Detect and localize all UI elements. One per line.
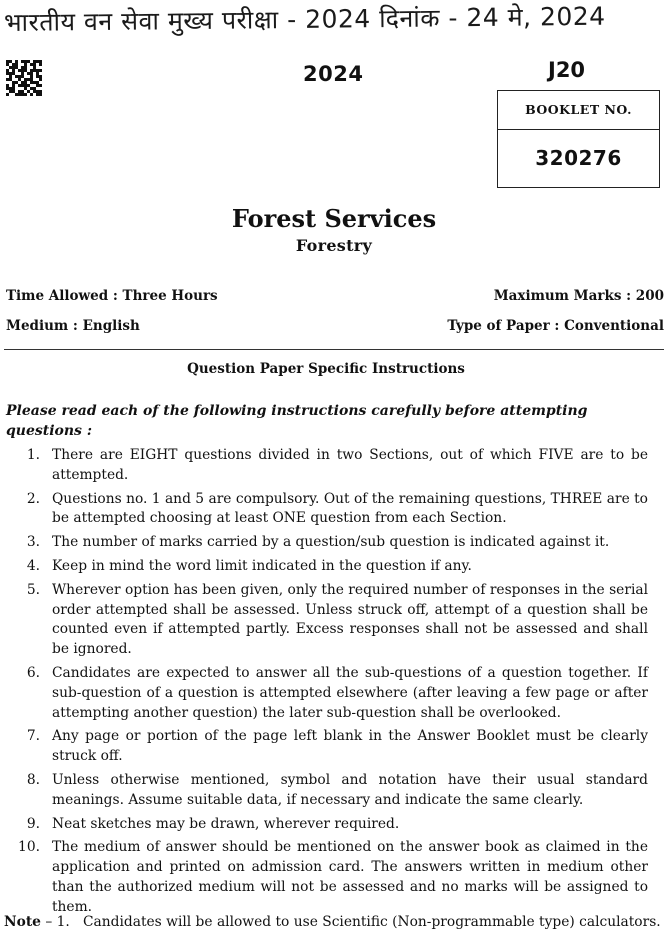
- list-item: [0, 664, 668, 723]
- item-number: 2.: [26, 490, 40, 507]
- item-number: 8.: [26, 771, 40, 788]
- list-item: [0, 727, 668, 767]
- item-number: 6.: [26, 664, 40, 681]
- qr-code-icon: [6, 60, 42, 96]
- item-number: 1.: [26, 447, 40, 463]
- list-item: [0, 446, 668, 486]
- note-text: Candidates will be allowed to use Scientific (Non-programmable type) calculators.: [82, 914, 661, 930]
- item-number: 3.: [26, 534, 40, 551]
- item-text: The medium of answer should be mentioned on the answer book as claimed in the application and printed on admission card. The answers written in medium other than the authorized medium will not be assessed and no marks will be assigned to them.: [52, 839, 648, 915]
- item-text: Any page or portion of the page left blank in the Answer Booklet must be clearly struck off.: [52, 728, 648, 765]
- list-item: [0, 490, 668, 530]
- item-number: 7.: [26, 728, 40, 745]
- divider: [4, 349, 664, 350]
- list-item: [0, 557, 668, 577]
- item-text: The number of marks carried by a question/sub question is indicated against it.: [52, 534, 610, 551]
- list-item: [0, 838, 668, 917]
- item-number: 10.: [18, 839, 40, 856]
- item-text: Keep in mind the word limit indicated in the question if any.: [52, 557, 472, 574]
- instructions-heading: Question Paper Specific Instructions: [187, 361, 465, 377]
- item-text: Questions no. 1 and 5 are compulsory. Out of the remaining questions, THREE are to be attempted choosing at least ONE question from each Section.: [52, 490, 648, 527]
- note-number: – 1.: [45, 914, 70, 930]
- instructions-list: [0, 446, 668, 922]
- note-label: Note: [4, 914, 41, 930]
- list-item: [0, 771, 668, 811]
- time-allowed: Time Allowed : Three Hours: [6, 288, 218, 304]
- item-text: Neat sketches may be drawn, wherever required.: [52, 815, 400, 832]
- item-number: 9.: [26, 815, 40, 832]
- maximum-marks: Maximum Marks : 200: [493, 288, 664, 304]
- booklet-number-box: [497, 90, 660, 188]
- list-item: [0, 815, 668, 835]
- note-line: [4, 914, 668, 930]
- booklet-label: BOOKLET NO.: [498, 91, 659, 130]
- item-number: 4.: [26, 557, 40, 574]
- item-text: Unless otherwise mentioned, symbol and notation have their usual standard meanings. Assume suitable data, if necessary and indicate the same clearly.: [52, 771, 648, 808]
- exam-year: 2024: [303, 62, 364, 86]
- list-item: [0, 533, 668, 553]
- booklet-number: 320276: [535, 146, 622, 170]
- handwritten-exam-header: भारतीय वन सेवा मुख्य परीक्षा - 2024 दिनांक - 24 मे, 2024: [3, 1, 606, 37]
- item-text: Wherever option has been given, only the required number of responses in the serial order attempted shall be assessed. Unless struck off, attempt of a question shall be counted even if attempted partly. Excess responses shall not be assessed and shall be ignored.: [52, 581, 648, 658]
- list-item: [0, 581, 668, 660]
- paper-code: J20: [548, 58, 586, 82]
- paper-subtitle: Forestry: [295, 236, 373, 255]
- instructions-intro: Please read each of the following instructions carefully before attempting questions :: [6, 403, 588, 439]
- item-text: There are EIGHT questions divided in two Sections, out of which FIVE are to be attempted.: [52, 447, 648, 483]
- medium: Medium : English: [6, 318, 140, 334]
- item-number: 5.: [26, 581, 40, 598]
- item-text: Candidates are expected to answer all the sub-questions of a question together. If sub-question of a question is attempted elsewhere (after leaving a few page or after attempting another question) the later sub-question shall be overlooked.: [52, 664, 648, 721]
- type-of-paper: Type of Paper : Conventional: [447, 318, 664, 334]
- paper-title: Forest Services: [231, 204, 437, 233]
